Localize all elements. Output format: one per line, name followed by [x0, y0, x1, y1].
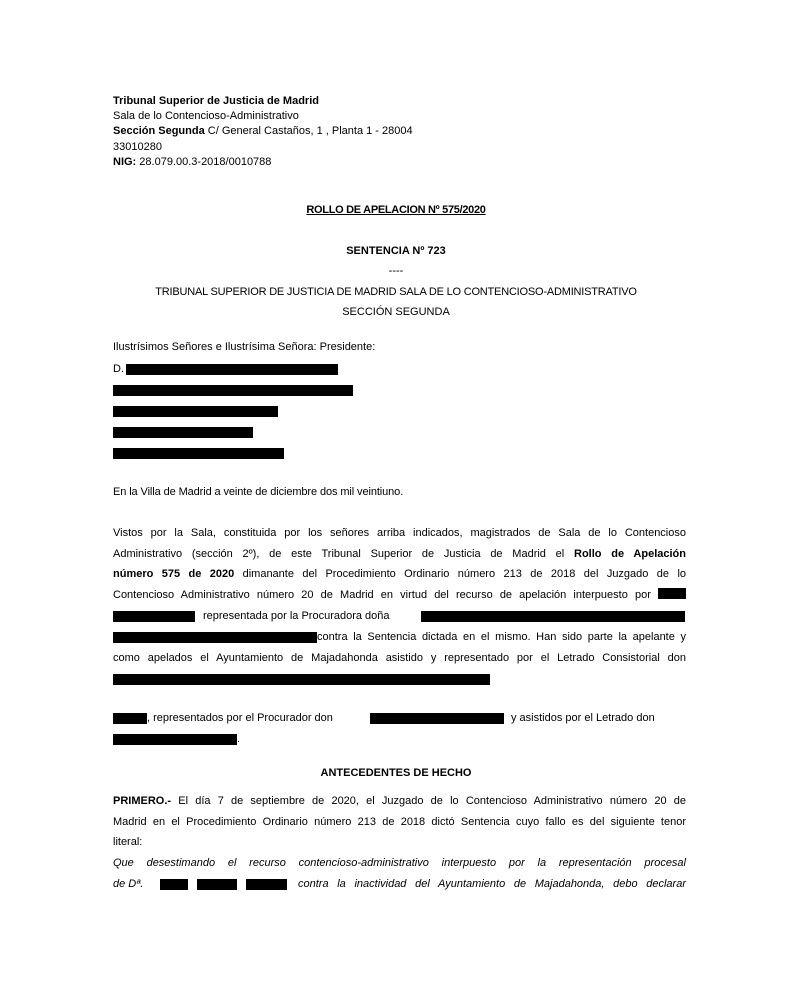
body-line: como apelados el Ayuntamiento de Majadahonda asistido y representado por el Letrado Consistorial don [113, 652, 686, 664]
redaction-block [246, 879, 287, 890]
quote-line: Que desestimando el recurso contencioso-administrativo interpuesto por la representación procesal [113, 857, 686, 869]
magistrates-intro: Ilustrísimos Señores e Ilustrísima Señora: Presidente: [113, 341, 376, 353]
tribunal-full-title: TRIBUNAL SUPERIOR DE JUSTICIA DE MADRID SALA DE LO CONTENCIOSO-ADMINISTRATIVO [155, 286, 637, 298]
court-name: Tribunal Superior de Justicia de Madrid [113, 95, 319, 107]
nig-label: NIG: [113, 156, 137, 168]
body-text: Administrativo (sección 2º), de este Tribunal Superior de Justicia de Madrid el [113, 548, 574, 560]
body-line [113, 547, 686, 561]
redaction-block [113, 406, 278, 417]
body-line: Vistos por la Sala, constituida por los señores arriba indicados, magistrados de Sala de lo Contencioso [113, 527, 686, 539]
body-text: y asistidos por el Letrado don [511, 712, 655, 724]
redaction-block [113, 448, 284, 459]
body-text: representada por la Procuradora doña [203, 610, 390, 622]
body-text: El día 7 de septiembre de 2020, el Juzgado de lo Contencioso Administrativo número 20 de [171, 795, 686, 807]
court-chamber: Sala de lo Contencioso-Administrativo [113, 110, 299, 122]
magistrate-d-prefix: D. [113, 363, 124, 375]
nig [113, 155, 271, 169]
body-text: Contencioso Administrativo número 20 de Madrid en virtud del recurso de apelación interpuesto por [113, 589, 651, 601]
place-date: En la Villa de Madrid a veinte de diciembre dos mil veintiuno. [113, 486, 404, 498]
body-line: Madrid en el Procedimiento Ordinario número 213 de 2018 dictó Sentencia cuyo fallo es del siguiente tenor [113, 816, 686, 828]
body-text: , representados por el Procurador don [147, 712, 333, 724]
body-text: dimanante del Procedimiento Ordinario número 213 de 2018 del Juzgado de lo [234, 568, 686, 580]
nig-value: 28.079.00.3-2018/0010788 [136, 156, 272, 168]
redaction-block [421, 611, 685, 622]
redaction-block [113, 674, 490, 685]
title-dashes: ---- [388, 265, 404, 277]
body-line: literal: [113, 836, 143, 848]
redaction-block [113, 632, 317, 643]
primero-label: PRIMERO.- [113, 795, 172, 807]
court-code: 33010280 [113, 141, 162, 153]
redaction-block [370, 713, 504, 724]
body-line [113, 567, 686, 581]
section-full-title: SECCIÓN SEGUNDA [342, 306, 450, 318]
redaction-block [113, 385, 353, 396]
roll-title: ROLLO DE APELACION Nº 575/2020 [306, 204, 486, 216]
sentence-title: SENTENCIA Nº 723 [346, 245, 446, 257]
section-label: Sección Segunda [113, 125, 205, 137]
address: C/ General Castaños, 1 , Planta 1 - 28004 [204, 125, 413, 137]
body-text: . [237, 733, 241, 745]
section-heading: ANTECEDENTES DE HECHO [320, 767, 472, 779]
redaction-block [160, 879, 188, 890]
redaction-block [126, 364, 338, 375]
body-text: contra la Sentencia dictada en el mismo. Han sido parte la apelante y [317, 631, 686, 643]
redaction-block [113, 427, 253, 438]
redaction-block [197, 879, 237, 890]
body-line [113, 588, 686, 602]
quote-text: contra la inactividad del Ayuntamiento de Majadahonda, debo declarar [298, 878, 686, 890]
redaction-block [113, 713, 147, 724]
court-section-address [113, 124, 413, 138]
body-bold-text: Rollo de Apelación [574, 548, 686, 560]
quote-text: de Dª. [113, 878, 144, 890]
body-line [113, 794, 686, 808]
redaction-block [658, 588, 686, 599]
redaction-block [113, 611, 195, 622]
body-bold-text: número 575 de 2020 [113, 568, 235, 580]
redaction-block [113, 734, 237, 745]
